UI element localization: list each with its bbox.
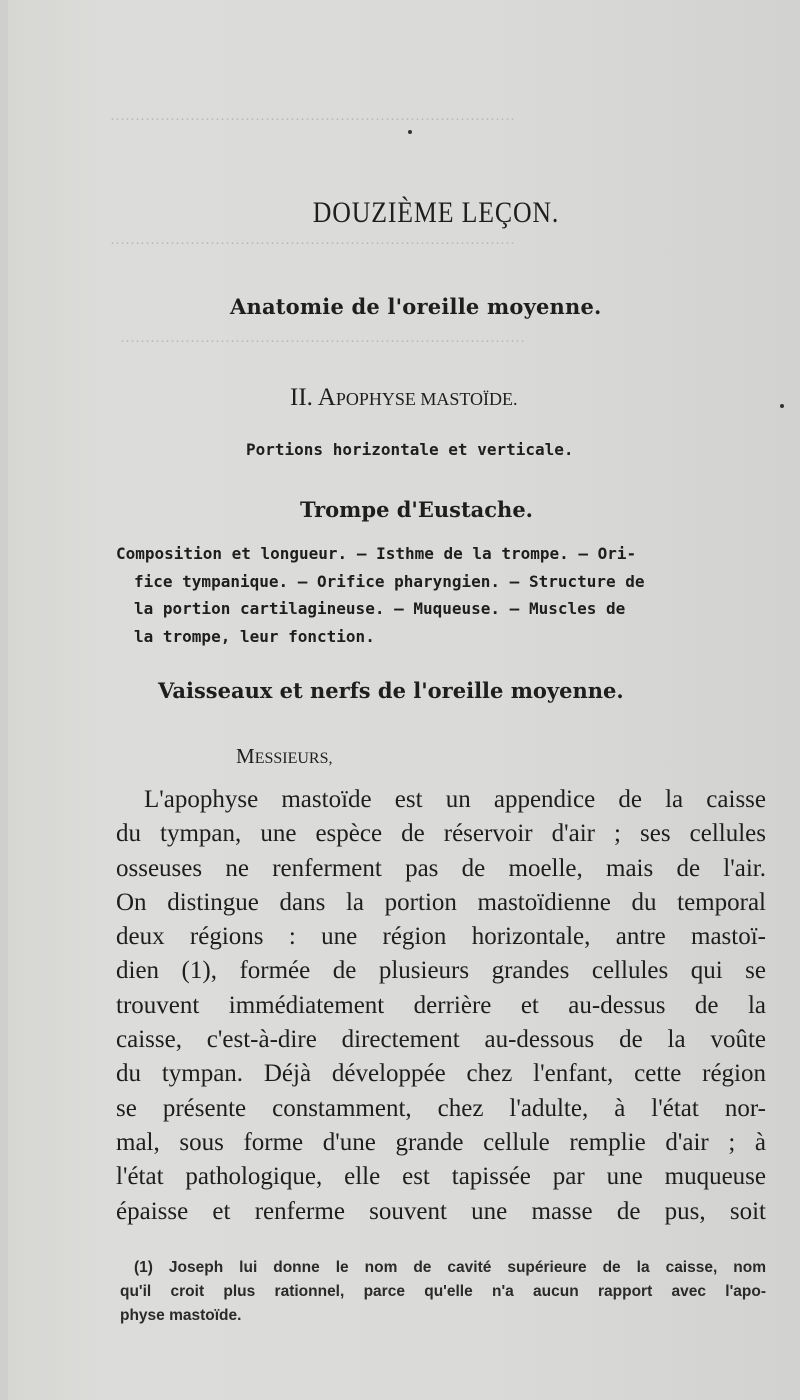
section-heading <box>290 384 518 412</box>
body-line: mal, sous forme d'une grande cellule remplie d'air ; à <box>116 1128 766 1156</box>
part-title: Trompe d'Eustache. <box>300 497 533 522</box>
section-initial: A <box>317 384 336 411</box>
body-line: L'apophyse mastoïde est un appendice de la caisse <box>144 786 766 813</box>
nerves-title: Vaisseaux et nerfs de l'oreille moyenne. <box>158 678 624 703</box>
body-line: dien (1), formée de plusieurs grandes cellules qui se <box>116 957 766 985</box>
body-line: du tympan, une espèce de réservoir d'air ; ses cellules <box>116 820 766 848</box>
summary-line: la portion cartilagineuse. — Muqueuse. — Muscles de <box>134 599 626 618</box>
bleed-through-text: ……………………………………………………………………… <box>110 232 515 248</box>
footnote <box>120 1256 766 1328</box>
summary-line: la trompe, leur fonction. <box>134 626 375 646</box>
body-line: trouvent immédiatement derrière et au-dessus de la <box>116 991 766 1019</box>
body-line: épaisse et renferme souvent une masse de pus, soit <box>116 1197 766 1225</box>
body-line: caisse, c'est-à-dire directement au-dessous de la voûte <box>116 1026 766 1054</box>
body-line: l'état pathologique, elle est tapissée par une muqueuse <box>116 1163 766 1191</box>
body-line: se présente constamment, chez l'adulte, à l'état nor- <box>116 1094 766 1122</box>
lesson-subject: Anatomie de l'oreille moyenne. <box>230 294 602 319</box>
summary-block <box>116 540 766 650</box>
salutation-rest: ESSIEURS, <box>254 750 333 767</box>
body-paragraph <box>116 783 766 1229</box>
footnote-line: (1) Joseph lui donne le nom de cavité supérieure de la caisse, nom <box>134 1259 766 1276</box>
summary-line: Composition et longueur. — Isthme de la trompe. — Ori- <box>116 544 637 563</box>
lesson-title: DOUZIÈME LEÇON. <box>312 196 560 229</box>
salutation-initial: M <box>236 744 255 768</box>
summary-line: fice tympanique. — Orifice pharyngien. — Structure de <box>134 571 645 591</box>
bleed-through-text: ……………………………………………………………………… <box>120 330 525 346</box>
bleed-through-text: ……………………………………………………………………… <box>110 108 515 124</box>
body-line: osseuses ne renferment pas de moelle, mais de l'air. <box>116 854 766 882</box>
footnote-line: qu'il croit plus rationnel, parce qu'elle n'a aucun rapport avec l'apo- <box>120 1283 766 1300</box>
section-subheading: Portions horizontale et verticale. <box>246 440 574 459</box>
body-line: du tympan. Déjà développée chez l'enfant, cette région <box>116 1060 766 1088</box>
section-title: POPHYSE MASTOÏDE. <box>335 389 518 409</box>
section-number: II. <box>290 384 313 411</box>
body-line: On distingue dans la portion mastoïdienne du temporal <box>116 888 766 916</box>
ink-speck <box>780 404 784 408</box>
ink-speck <box>408 130 412 134</box>
body-line: deux régions : une région horizontale, antre mastoï- <box>116 923 766 951</box>
footnote-line: physe mastoïde. <box>120 1307 242 1324</box>
salutation <box>236 744 332 769</box>
